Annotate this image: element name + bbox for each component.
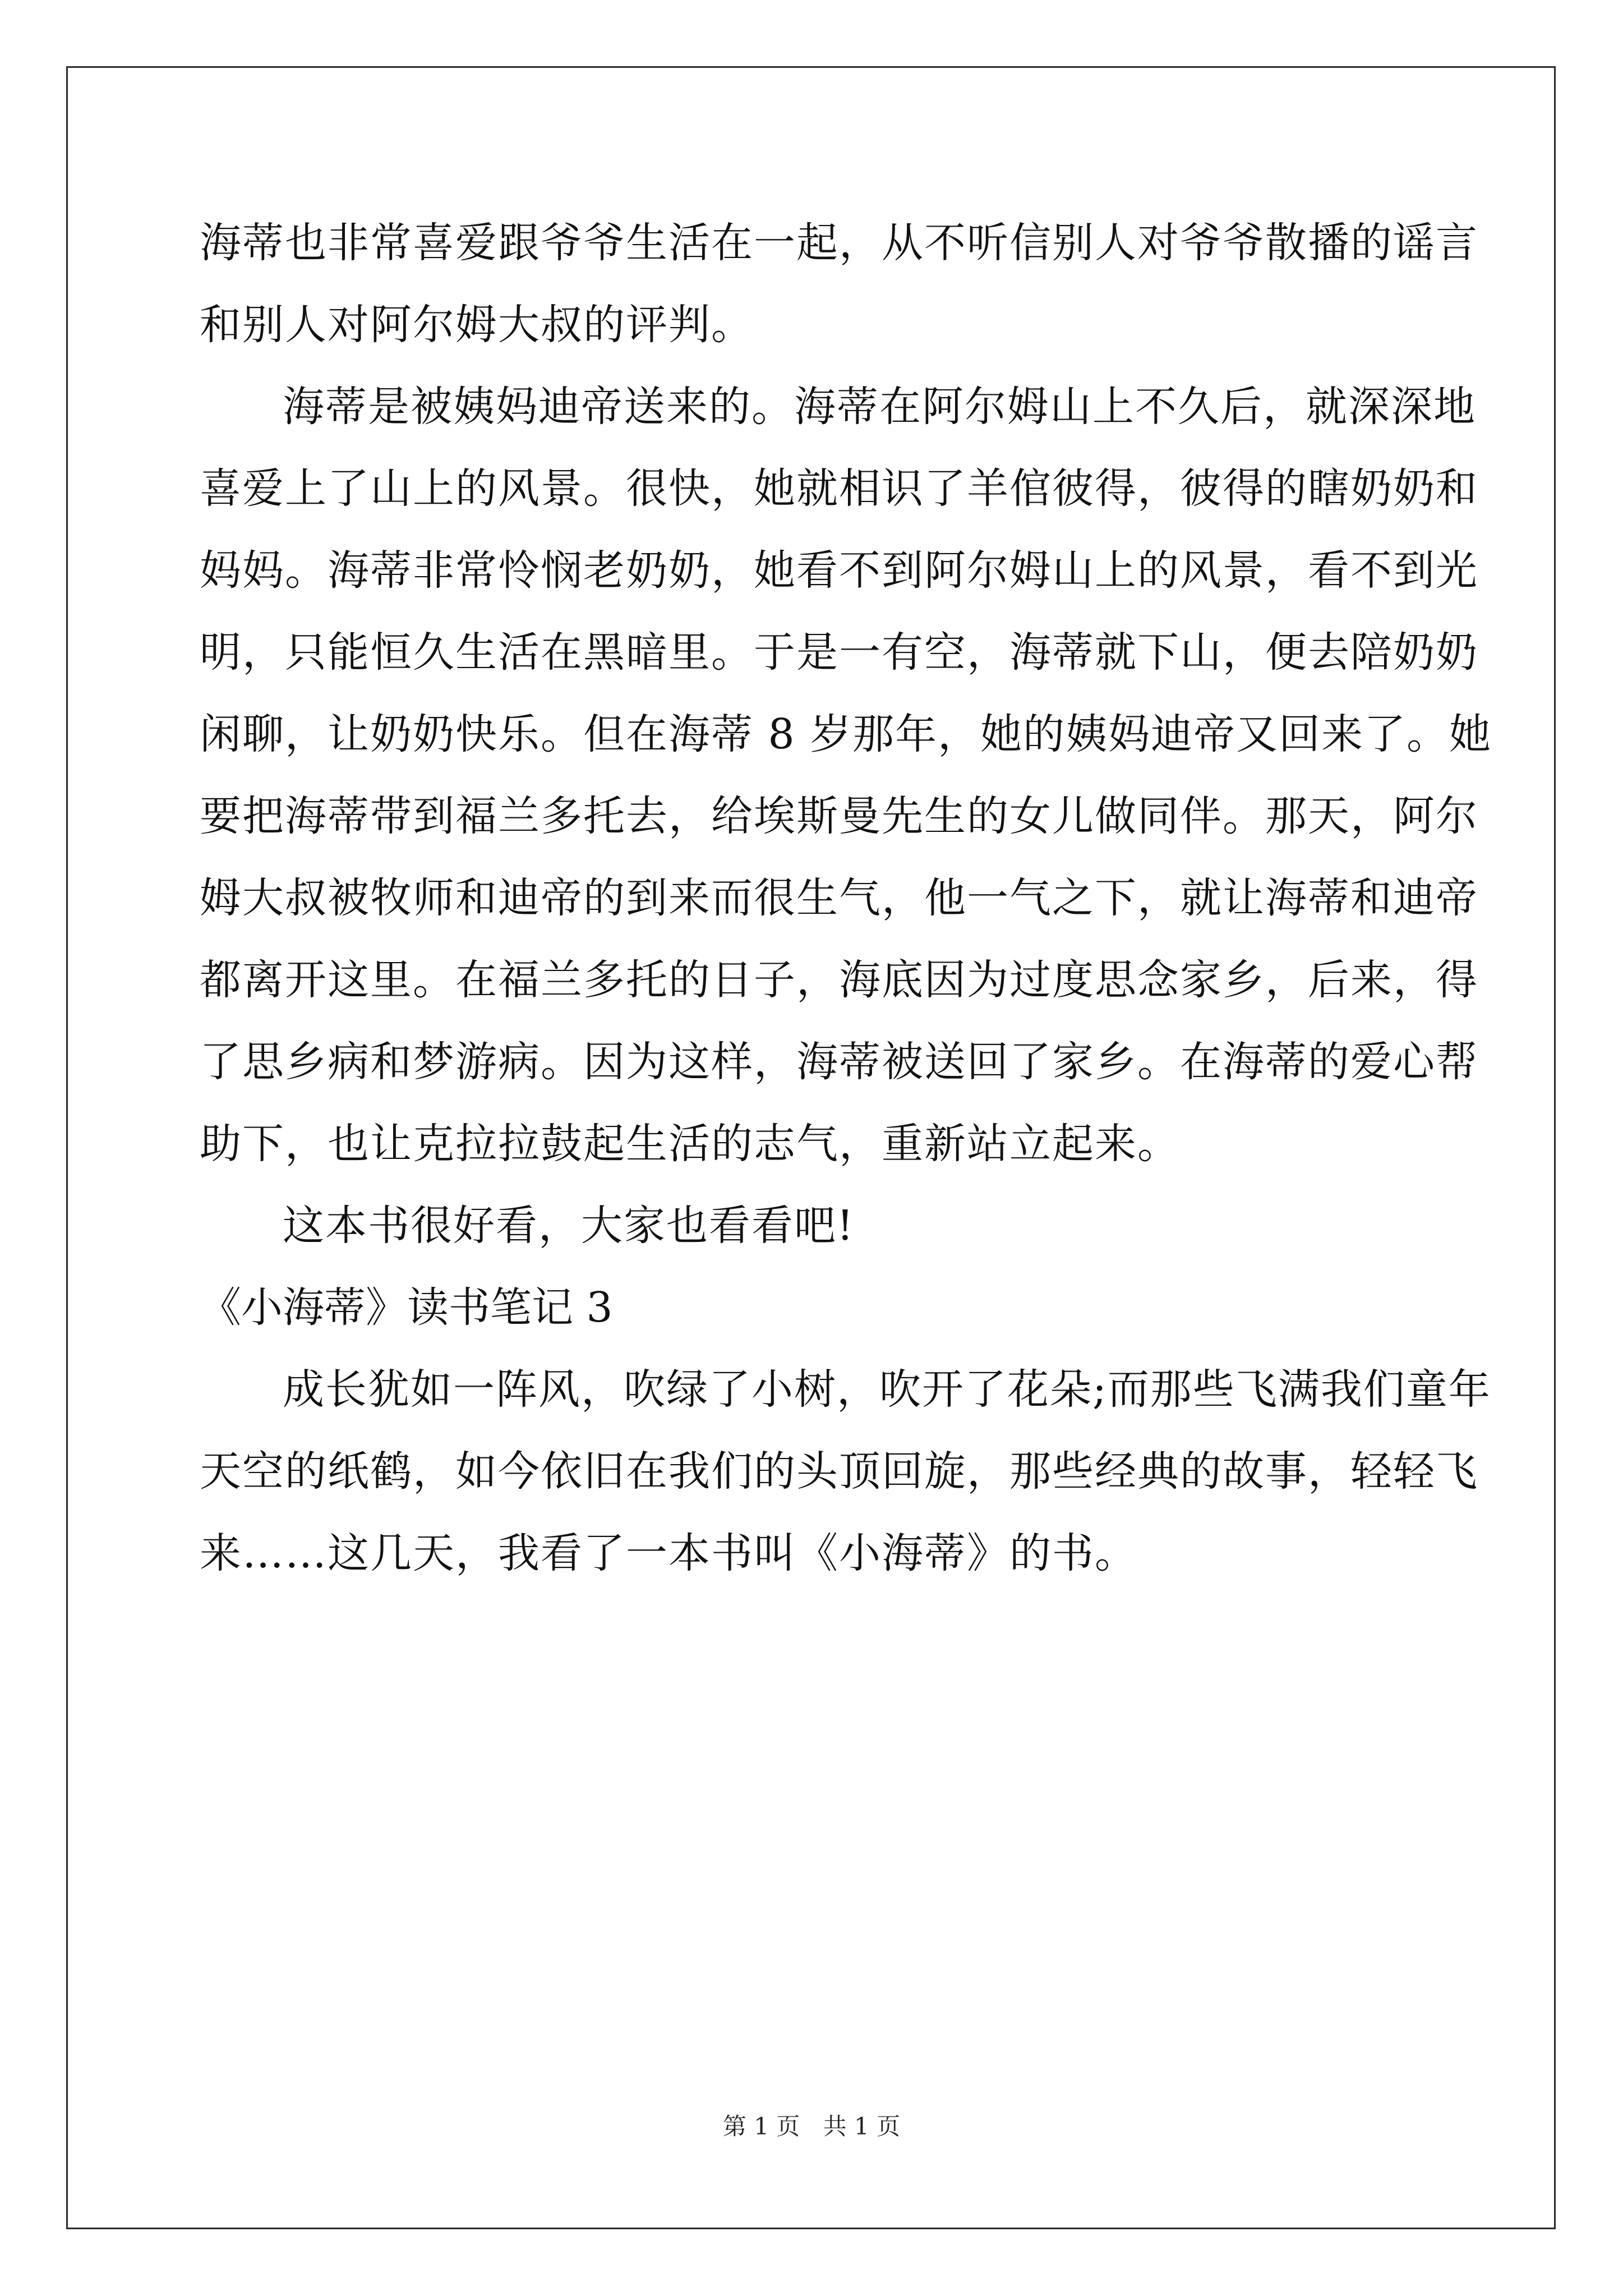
text-line-17: 来……这几天，我看了一本书叫《小海蒂》的书。 [200,1529,1137,1577]
text-line-9: 姆大叔被牧师和迪帝的到来而很生气，他一气之下，就让海蒂和迪帝 [200,874,1478,922]
text-line-5: 妈妈。海蒂非常怜悯老奶奶，她看不到阿尔姆山上的风景，看不到光 [200,546,1478,595]
text-line-2: 和别人对阿尔姆大叔的评判。 [200,301,754,349]
page-number-current: 第 1 页 [722,2113,800,2140]
text-line-13: 这本书很好看，大家也看看吧! [283,1202,855,1250]
text-line-11: 了思乡病和梦游病。因为这样，海蒂被送回了家乡。在海蒂的爱心帮 [200,1038,1478,1086]
text-line-10: 都离开这里。在福兰多托的日子，海底因为过度思念家乡，后来，得 [200,956,1478,1004]
text-line-12: 助下，也让克拉拉鼓起生活的志气，重新站立起来。 [200,1120,1180,1168]
page-number-total: 共 1 页 [823,2113,901,2140]
text-line-8: 要把海蒂带到福兰多托去，给埃斯曼先生的女儿做同伴。那天，阿尔 [200,792,1478,840]
section-heading: 《小海蒂》读书笔记 3 [200,1283,613,1332]
text-line-3: 海蒂是被姨妈迪帝送来的。海蒂在阿尔姆山上不久后，就深深地 [283,383,1476,431]
page-footer [0,2108,1623,2142]
text-line-1: 海蒂也非常喜爱跟爷爷生活在一起，从不听信别人对爷爷散播的谣言 [200,219,1478,267]
document-body [200,202,1492,1594]
text-line-4: 喜爱上了山上的风景。很快，她就相识了羊倌彼得，彼得的瞎奶奶和 [200,464,1478,513]
text-line-6: 明，只能恒久生活在黑暗里。于是一有空，海蒂就下山，便去陪奶奶 [200,628,1478,677]
text-line-7: 闲聊，让奶奶快乐。但在海蒂 8 岁那年，她的姨妈迪帝又回来了。她 [200,710,1492,758]
text-line-16: 天空的纸鹤，如今依旧在我们的头顶回旋，那些经典的故事，轻轻飞 [200,1447,1478,1496]
text-line-15: 成长犹如一阵风，吹绿了小树，吹开了花朵;而那些飞满我们童年 [283,1365,1491,1414]
